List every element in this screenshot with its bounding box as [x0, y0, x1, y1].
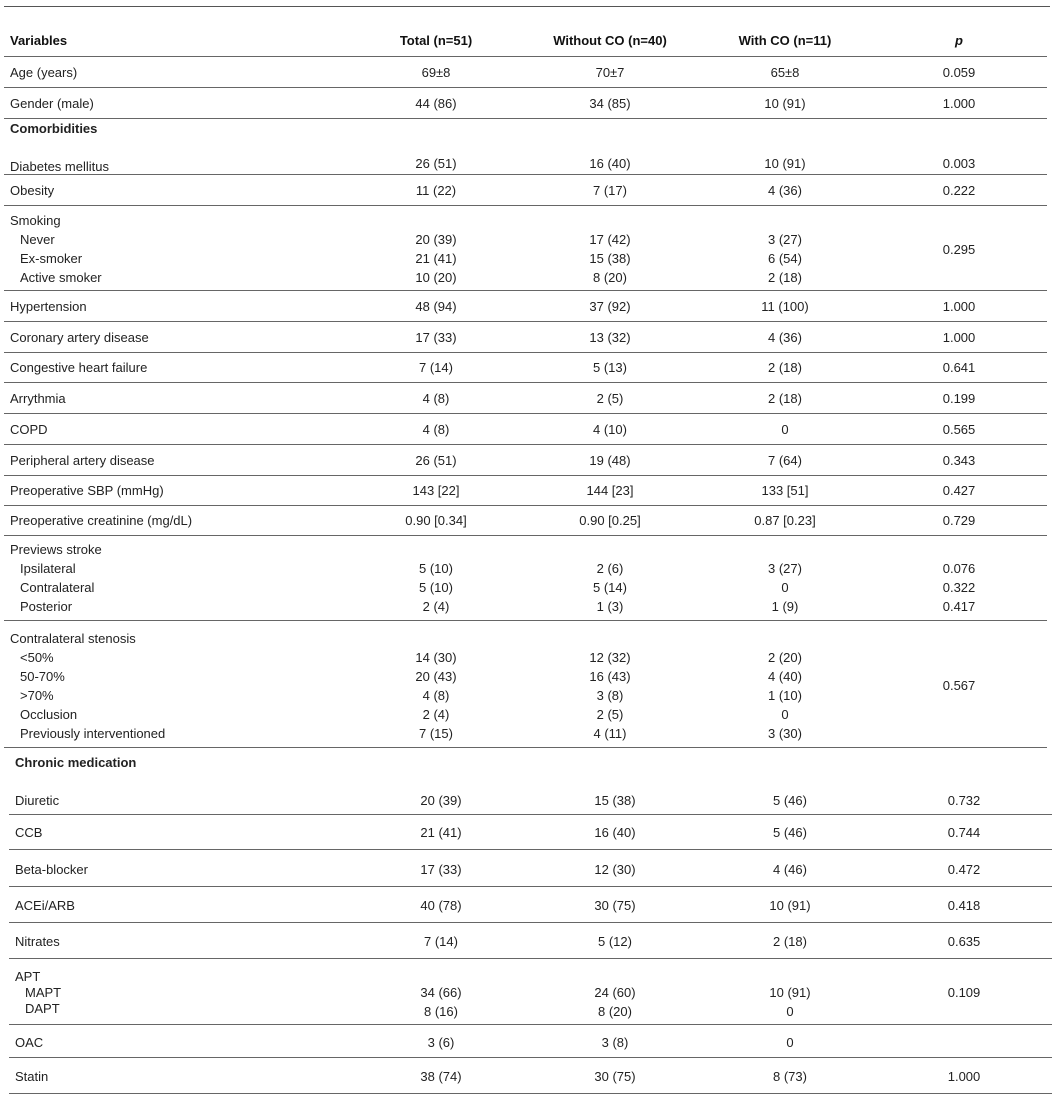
- cell-without-co: 24 (60): [594, 985, 636, 1000]
- cell-p: 0.565: [942, 422, 976, 437]
- header-rule: [4, 56, 1047, 57]
- row-rule: [4, 747, 1047, 748]
- row-rule: [4, 321, 1047, 322]
- cell-p: 0.199: [942, 391, 976, 406]
- cell-p: 0.322: [942, 580, 976, 595]
- cell-with-co: 3 (27): [768, 232, 802, 247]
- cell-with-co: 5 (46): [773, 825, 807, 840]
- cell-without-co: 1 (3): [596, 599, 624, 614]
- sub-label: <50%: [20, 650, 54, 665]
- cell-without-co: 4 (10): [593, 422, 627, 437]
- cell-without-co: 3 (8): [601, 1035, 629, 1050]
- cell-without-co: 3 (8): [596, 688, 624, 703]
- cell-without-co: 30 (75): [594, 1069, 636, 1084]
- cell-p: 0.003: [942, 156, 976, 171]
- cell-with-co: 8 (73): [773, 1069, 807, 1084]
- cell-total: 20 (39): [420, 793, 462, 808]
- row-rule: [4, 382, 1047, 383]
- cell-p: 0.641: [942, 360, 976, 375]
- cell-total: 5 (10): [419, 561, 453, 576]
- cell-with-co: 11 (100): [761, 299, 809, 314]
- cell-without-co: 2 (5): [596, 391, 624, 406]
- cell-with-co: 65±8: [770, 65, 800, 80]
- row-rule: [4, 505, 1047, 506]
- cell-total: 143 [22]: [412, 483, 460, 498]
- cell-with-co: 4 (46): [773, 862, 807, 877]
- row-label: Contralateral stenosis: [10, 631, 136, 646]
- cell-without-co: 2 (5): [596, 707, 624, 722]
- row-label: ACEi/ARB: [15, 898, 75, 913]
- row-label: Obesity: [10, 183, 55, 198]
- sub-label: 50-70%: [20, 669, 65, 684]
- bottom-rule: [9, 1093, 1052, 1094]
- cell-with-co: 2 (18): [768, 270, 802, 285]
- cell-without-co: 70±7: [595, 65, 625, 80]
- cell-with-co: 6 (54): [768, 251, 802, 266]
- cell-with-co: 1 (10): [768, 688, 802, 703]
- header-p: p: [955, 33, 963, 48]
- cell-p: 0.567: [942, 678, 976, 693]
- cell-without-co: 12 (30): [594, 862, 636, 877]
- cell-total: 3 (6): [427, 1035, 455, 1050]
- row-label: Statin: [15, 1069, 49, 1084]
- sub-label: MAPT: [25, 985, 62, 1000]
- cell-total: 38 (74): [420, 1069, 462, 1084]
- cell-total: 21 (41): [420, 825, 462, 840]
- cell-with-co: 0.87 [0.23]: [754, 513, 816, 528]
- header-without-co: Without CO (n=40): [553, 33, 667, 48]
- row-rule: [4, 205, 1047, 206]
- row-label: Arrythmia: [10, 391, 66, 406]
- cell-total: 21 (41): [415, 251, 457, 266]
- cell-with-co: 4 (36): [768, 330, 802, 345]
- row-rule: [4, 174, 1047, 175]
- cell-without-co: 8 (20): [593, 270, 627, 285]
- row-label: Coronary artery disease: [10, 330, 149, 345]
- cell-with-co: 0: [786, 1035, 794, 1050]
- cell-without-co: 15 (38): [589, 251, 631, 266]
- row-rule: [9, 849, 1052, 850]
- sub-label: Previously interventioned: [20, 726, 166, 741]
- cell-total: 4 (8): [422, 391, 450, 406]
- cell-without-co: 8 (20): [598, 1004, 632, 1019]
- sub-label: Never: [20, 232, 55, 247]
- cell-total: 20 (43): [415, 669, 457, 684]
- cell-with-co: 10 (91): [769, 985, 811, 1000]
- cell-p: 0.744: [947, 825, 981, 840]
- cell-with-co: 133 [51]: [761, 483, 809, 498]
- row-rule: [4, 352, 1047, 353]
- row-label: OAC: [15, 1035, 44, 1050]
- row-label: Beta-blocker: [15, 862, 88, 877]
- header-variables: Variables: [10, 33, 68, 48]
- section-chronic-medication: Chronic medication: [15, 755, 137, 770]
- row-label: Nitrates: [15, 934, 60, 949]
- cell-p: 1.000: [947, 1069, 981, 1084]
- cell-with-co: 0: [781, 580, 789, 595]
- cell-without-co: 7 (17): [593, 183, 627, 198]
- cell-p: 0.417: [942, 599, 976, 614]
- row-rule: [9, 886, 1052, 887]
- cell-with-co: 0: [786, 1004, 794, 1019]
- cell-total: 2 (4): [422, 707, 450, 722]
- cell-with-co: 3 (27): [768, 561, 802, 576]
- cell-with-co: 10 (91): [769, 898, 811, 913]
- header-total: Total (n=51): [399, 33, 473, 48]
- cell-without-co: 12 (32): [589, 650, 631, 665]
- cell-total: 0.90 [0.34]: [405, 513, 467, 528]
- cell-p: 0.472: [947, 862, 981, 877]
- cell-with-co: 5 (46): [773, 793, 807, 808]
- cell-without-co: 37 (92): [589, 299, 631, 314]
- cell-without-co: 17 (42): [589, 232, 631, 247]
- row-rule: [4, 620, 1047, 621]
- cell-p: 1.000: [942, 299, 976, 314]
- row-rule: [4, 290, 1047, 291]
- cell-total: 26 (51): [415, 156, 457, 171]
- row-rule: [4, 475, 1047, 476]
- cell-total: 2 (4): [422, 599, 450, 614]
- row-label: Peripheral artery disease: [10, 453, 155, 468]
- row-rule: [4, 87, 1047, 88]
- row-label: Preoperative SBP (mmHg): [10, 483, 164, 498]
- cell-with-co: 10 (91): [764, 96, 806, 111]
- cell-total: 34 (66): [420, 985, 462, 1000]
- sub-label: Ex-smoker: [20, 251, 83, 266]
- cell-without-co: 34 (85): [589, 96, 631, 111]
- sub-label: Posterior: [20, 599, 73, 614]
- cell-total: 7 (14): [424, 934, 458, 949]
- row-rule: [9, 1024, 1052, 1025]
- cell-p: 0.732: [947, 793, 981, 808]
- cell-p: 1.000: [942, 96, 976, 111]
- cell-without-co: 19 (48): [589, 453, 631, 468]
- cell-with-co: 10 (91): [764, 156, 806, 171]
- cell-without-co: 16 (43): [589, 669, 631, 684]
- cell-total: 8 (16): [424, 1004, 458, 1019]
- row-label: Hypertension: [10, 299, 87, 314]
- cell-with-co: 4 (36): [768, 183, 802, 198]
- row-label: Congestive heart failure: [10, 360, 148, 375]
- cell-without-co: 5 (13): [593, 360, 627, 375]
- cell-total: 20 (39): [415, 232, 457, 247]
- cell-with-co: 3 (30): [768, 726, 802, 741]
- sub-label: >70%: [20, 688, 54, 703]
- cell-total: 10 (20): [415, 270, 457, 285]
- cell-without-co: 5 (14): [593, 580, 627, 595]
- cell-without-co: 5 (12): [598, 934, 632, 949]
- cell-total: 26 (51): [415, 453, 457, 468]
- cell-total: 14 (30): [415, 650, 457, 665]
- row-label: CCB: [15, 825, 43, 840]
- row-label: APT: [15, 969, 41, 984]
- cell-total: 17 (33): [415, 330, 457, 345]
- cell-without-co: 13 (32): [589, 330, 631, 345]
- cell-p: 0.343: [942, 453, 976, 468]
- row-rule: [4, 444, 1047, 445]
- cell-total: 7 (14): [419, 360, 453, 375]
- cell-p: 0.635: [947, 934, 981, 949]
- sub-label: DAPT: [25, 1001, 60, 1016]
- row-label: Diuretic: [15, 793, 60, 808]
- cell-p: 1.000: [942, 330, 976, 345]
- cell-with-co: 0: [781, 422, 789, 437]
- cell-p: 0.729: [942, 513, 976, 528]
- section-comorbidities: Comorbidities: [10, 121, 98, 136]
- cell-p: 0.076: [942, 561, 976, 576]
- cell-without-co: 16 (40): [589, 156, 631, 171]
- cell-total: 11 (22): [415, 183, 457, 198]
- cell-with-co: 1 (9): [771, 599, 799, 614]
- cell-with-co: 2 (18): [768, 360, 802, 375]
- cell-with-co: 4 (40): [768, 669, 802, 684]
- sub-label: Contralateral: [20, 580, 95, 595]
- cell-without-co: 16 (40): [594, 825, 636, 840]
- sub-label: Ipsilateral: [20, 561, 76, 576]
- cell-p: 0.222: [942, 183, 976, 198]
- cell-total: 69±8: [421, 65, 451, 80]
- cell-without-co: 30 (75): [594, 898, 636, 913]
- cell-with-co: 0: [781, 707, 789, 722]
- cell-p: 0.427: [942, 483, 976, 498]
- cell-total: 48 (94): [415, 299, 457, 314]
- cell-p: 0.109: [947, 985, 981, 1000]
- row-rule: [9, 958, 1052, 959]
- sub-label: Active smoker: [20, 270, 102, 285]
- row-rule: [4, 413, 1047, 414]
- row-rule: [4, 535, 1047, 536]
- row-rule: [9, 814, 1052, 815]
- cell-total: 44 (86): [415, 96, 457, 111]
- cell-without-co: 144 [23]: [586, 483, 634, 498]
- cell-total: 17 (33): [420, 862, 462, 877]
- cell-total: 5 (10): [419, 580, 453, 595]
- cell-with-co: 2 (18): [773, 934, 807, 949]
- row-label: Diabetes mellitus: [10, 159, 109, 174]
- row-rule: [9, 922, 1052, 923]
- cell-with-co: 2 (18): [768, 391, 802, 406]
- cell-total: 40 (78): [420, 898, 462, 913]
- cell-without-co: 2 (6): [596, 561, 624, 576]
- cell-with-co: 2 (20): [768, 650, 802, 665]
- cell-without-co: 15 (38): [594, 793, 636, 808]
- row-label: Smoking: [10, 213, 61, 228]
- row-label: Preoperative creatinine (mg/dL): [10, 513, 193, 528]
- header-with-co: With CO (n=11): [738, 33, 832, 48]
- cell-total: 4 (8): [422, 422, 450, 437]
- cell-p: 0.418: [947, 898, 981, 913]
- cell-p: 0.295: [942, 242, 976, 257]
- cell-without-co: 4 (11): [593, 726, 627, 741]
- cell-without-co: 0.90 [0.25]: [579, 513, 641, 528]
- row-label: Age (years): [10, 65, 78, 80]
- cell-p: 0.059: [942, 65, 976, 80]
- row-label: Previews stroke: [10, 542, 102, 557]
- row-rule: [9, 1057, 1052, 1058]
- row-label: COPD: [10, 422, 48, 437]
- cell-with-co: 7 (64): [768, 453, 802, 468]
- cell-total: 4 (8): [422, 688, 450, 703]
- cell-total: 7 (15): [419, 726, 453, 741]
- row-label: Gender (male): [10, 96, 94, 111]
- row-rule: [4, 118, 1047, 119]
- sub-label: Occlusion: [20, 707, 78, 722]
